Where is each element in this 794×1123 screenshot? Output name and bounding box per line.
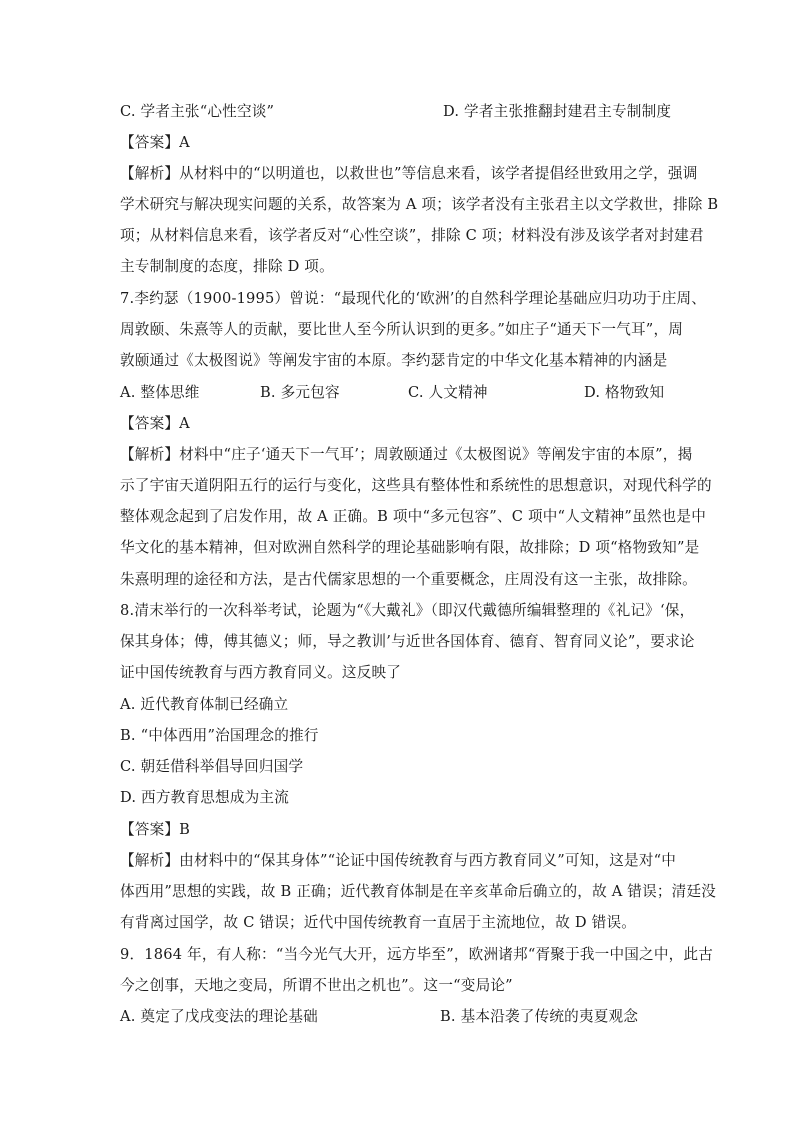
q8-stem-line-1: 8.清末举行的一次科举考试，论题为“《大戴礼》（即汉代戴德所编辑整理的《礼记》‘保， bbox=[120, 602, 695, 619]
q7-option-d: D. 格物致知 bbox=[584, 384, 665, 401]
q8-option-a: A. 近代教育体制已经确立 bbox=[120, 696, 289, 713]
q6-answer: 【答案】A bbox=[120, 134, 190, 151]
q8-analysis-line-2: 体西用”思想的实践，故 B 正确；近代教育体制是在辛亥革命后确立的，故 A 错误；清廷没 bbox=[120, 883, 717, 900]
q6-analysis-line-1: 【解析】从材料中的“以明道也，以救世也”等信息来看，该学者提倡经世致用之学，强调 bbox=[120, 165, 698, 182]
q7-analysis-line-4: 华文化的基本精神，但对欧洲自然科学的理论基础影响有限，故排除；D 项“格物致知”是 bbox=[120, 539, 700, 556]
q9-option-a: A. 奠定了戊戌变法的理论基础 bbox=[120, 1008, 318, 1025]
q7-analysis-line-1: 【解析】材料中“庄子‘通天下一气耳’；周敦颐通过《太极图说》等阐发宇宙的本原”，揭 bbox=[120, 446, 693, 463]
q8-option-c: C. 朝廷借科举倡导回归国学 bbox=[120, 758, 304, 775]
q6-analysis-line-3: 项；从材料信息来看，该学者反对“心性空谈”，排除 C 项；材料没有涉及该学者对封建君 bbox=[120, 227, 704, 244]
q8-analysis-line-1: 【解析】由材料中的“保其身体”“论证中国传统教育与西方教育同义”可知，这是对“中 bbox=[120, 852, 677, 869]
q8-analysis-line-3: 有背离过国学，故 C 错误；近代中国传统教育一直居于主流地位，故 D 错误。 bbox=[120, 914, 637, 931]
q7-analysis-line-3: 整体观念起到了启发作用，故 A 正确。B 项中“多元包容”、C 项中“人文精神”虽然也是中 bbox=[120, 508, 707, 525]
q7-answer: 【答案】A bbox=[120, 415, 190, 432]
q6-option-d: D. 学者主张推翻封建君主专制制度 bbox=[443, 103, 672, 120]
q9-stem-line-2: 今之创事，天地之变局，所谓不世出之机也”。这一“变局论” bbox=[120, 977, 513, 994]
q6-option-c: C. 学者主张“心性空谈” bbox=[120, 103, 275, 120]
q8-option-b: B. “中体西用”治国理念的推行 bbox=[120, 727, 319, 744]
q6-analysis-line-4: 主专制制度的态度，排除 D 项。 bbox=[120, 258, 334, 275]
q7-stem-line-2: 周敦颐、朱熹等人的贡献，要比世人至今所认识到的更多。”如庄子“通天下一气耳”，周 bbox=[120, 321, 684, 338]
q7-stem-line-3: 敦颐通过《太极图说》等阐发宇宙的本原。李约瑟肯定的中华文化基本精神的内涵是 bbox=[120, 352, 668, 369]
q7-option-a: A. 整体思维 bbox=[120, 384, 200, 401]
q7-option-c: C. 人文精神 bbox=[408, 384, 488, 401]
q8-answer: 【答案】B bbox=[120, 821, 191, 838]
q7-stem-line-1: 7.李约瑟（1900-1995）曾说：“最现代化的‘欧洲’的自然科学理论基础应归功功于庄周、 bbox=[120, 290, 707, 307]
q6-analysis-line-2: 学术研究与解决现实问题的关系，故答案为 A 项；该学者没有主张君主以文学救世，排除 B bbox=[120, 196, 719, 213]
q9-stem-line-1: 9．1864 年，有人称：“当今光气大开，远方毕至”，欧洲诸邦“胥聚于我一中国之中，此古 bbox=[120, 946, 714, 963]
q7-analysis-line-5: 朱熹明理的途径和方法，是古代儒家思想的一个重要概念，庄周没有这一主张，故排除。 bbox=[120, 571, 697, 588]
q7-analysis-line-2: 示了宇宙天道阴阳五行的运行与变化，这些具有整体性和系统性的思想意识，对现代科学的 bbox=[120, 477, 712, 494]
q8-option-d: D. 西方教育思想成为主流 bbox=[120, 789, 289, 806]
q9-option-b: B. 基本沿袭了传统的夷夏观念 bbox=[440, 1008, 639, 1025]
q7-option-b: B. 多元包容 bbox=[260, 384, 340, 401]
q8-stem-line-2: 保其身体；傅，傅其德义；师，导之教训’与近世各国体育、德育、智育同义论”，要求论 bbox=[120, 633, 695, 650]
q8-stem-line-3: 证中国传统教育与西方教育同义。这反映了 bbox=[120, 664, 402, 681]
